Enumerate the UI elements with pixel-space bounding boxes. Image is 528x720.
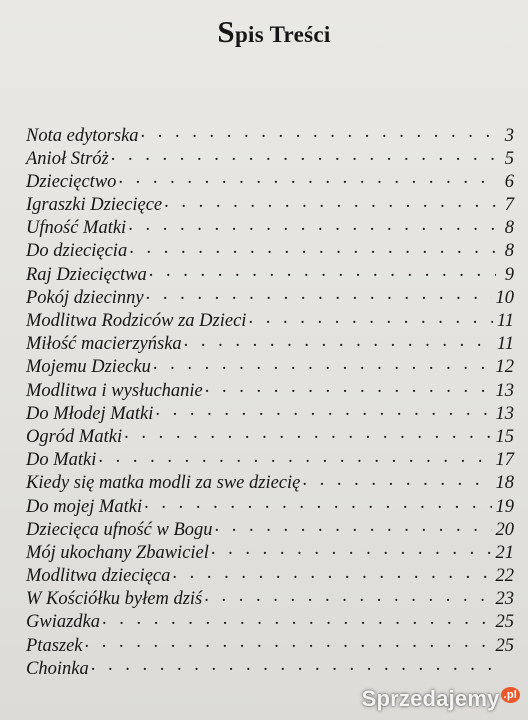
toc-entry-title: Modlitwa Rodziców za Dzieci [26,311,247,331]
toc-entry-title: Mojemu Dziecku [26,357,151,378]
toc-entry-title: Anioł Stróż [26,148,109,169]
toc-entry-page: 18 [495,473,514,494]
toc-dot-leader [302,470,491,489]
toc-entry-title: Nota edytorska [26,125,139,146]
toc-dot-leader [91,655,496,674]
toc-dot-leader [98,447,491,466]
toc-entry-page: 7 [504,195,514,216]
toc-entry [26,192,514,215]
toc-dot-leader [102,609,492,628]
toc-entry-title: Dziecięctwo [26,171,117,192]
toc-entry-title: Dziecięca ufność w Bogu [26,519,213,540]
toc-entry [26,168,514,191]
toc-dot-leader [111,145,496,164]
toc-dot-leader [144,493,491,512]
toc-entry [26,632,514,655]
toc-dot-leader [248,308,492,327]
toc-entry [26,423,514,446]
title-rest: pis Treści [234,22,331,47]
toc-entry-page: 13 [495,380,514,401]
toc-entry [26,470,514,493]
toc-entry-title: Do mojej Matki [26,496,143,517]
toc-entry-title: Kiedy się matka modli za swe dziecię [26,473,301,494]
toc-entry-title: Do dziecięcia [26,241,128,262]
toc-entry [26,655,514,678]
toc-entry-title: Modlitwa dziecięca [26,566,171,587]
toc-entry-page: 13 [495,403,514,424]
toc-entry-title: Do Młodej Matki [26,403,154,424]
toc-entry-title: Do Matki [26,450,97,471]
toc-entry-title: Ufność Matki [26,218,127,239]
toc-dot-leader [124,423,491,442]
toc-entry-page: 25 [495,635,514,656]
toc-entry [26,539,514,562]
toc-entry-title: Mój ukochany Zbawiciel [26,542,209,563]
toc-entry [26,354,514,377]
toc-entry [26,447,514,470]
toc-entry-title: Ptaszek [26,635,83,656]
toc-entry [26,400,514,423]
toc-entry-page: 25 [495,612,514,633]
toc-entry [26,215,514,238]
toc-entry-page: 15 [495,426,514,447]
toc-entry-title: Miłość macierzyńska [26,334,182,355]
toc-entry-page: 23 [495,589,514,610]
toc-entry-page: 9 [504,264,514,285]
toc-entry [26,609,514,632]
toc-dot-leader [129,238,496,257]
toc-entry [26,238,514,261]
toc-dot-leader [149,261,496,280]
toc-entry-title: Igraszki Dziecięce [26,195,163,216]
toc-dot-leader [128,215,496,234]
toc-dot-leader [141,122,496,141]
toc-entry [26,516,514,539]
toc-entry-title: Raj Dziecięctwa [26,264,147,285]
toc-dot-leader [146,284,492,303]
toc-entry [26,261,514,284]
toc-dot-leader [204,586,491,605]
toc-dot-leader [172,563,491,582]
toc-entry-title: Gwiazdka [26,612,100,633]
toc-entry [26,586,514,609]
toc-dot-leader [118,168,496,187]
toc-entry-title: Modlitwa i wysłuchanie [26,380,203,401]
toc-entry-page: 19 [495,496,514,517]
watermark-logo [362,686,520,712]
toc-entry-page: 6 [504,171,514,192]
toc-dot-leader [85,632,492,651]
toc-entry-page: 10 [495,287,514,308]
toc-entry-title: Pokój dziecinny [26,287,144,308]
toc-dot-leader [164,192,496,211]
toc-entry [26,145,514,168]
toc-entry-page: 12 [495,357,514,378]
toc-entry-page: 3 [504,125,514,146]
toc-entry [26,122,514,145]
toc-entry [26,331,514,354]
toc-dot-leader [205,377,492,396]
watermark-text: Sprzedajemy [361,686,500,711]
toc-entry [26,563,514,586]
toc-entry-title: W Kościółku byłem dziś [26,589,203,610]
toc-dot-leader [211,539,492,558]
toc-entry-page: 20 [495,519,514,540]
toc-entry-page: 22 [495,566,514,587]
toc-entry-page: 8 [504,218,514,239]
toc-entry [26,377,514,400]
watermark-suffix: .pl [501,687,520,703]
toc-entry [26,308,514,331]
toc-dot-leader [184,331,493,350]
toc-entry-title: Ogród Matki [26,426,123,447]
toc-entry-page: 11 [496,311,514,331]
toc-entry-page: 8 [504,241,514,262]
toc-dot-leader [155,400,491,419]
toc-dot-leader [153,354,492,373]
toc-entry-page: 21 [495,542,514,563]
toc-entry-page: 17 [495,450,514,471]
toc-dot-leader [215,516,492,535]
table-of-contents [26,122,514,679]
toc-entry-page: 5 [504,148,514,169]
toc-entry [26,493,514,516]
toc-entry-page: 11 [496,334,514,355]
page-title [10,14,528,50]
toc-entry [26,284,514,307]
title-initial: S [217,14,235,49]
toc-entry-title: Choinka [26,658,89,679]
